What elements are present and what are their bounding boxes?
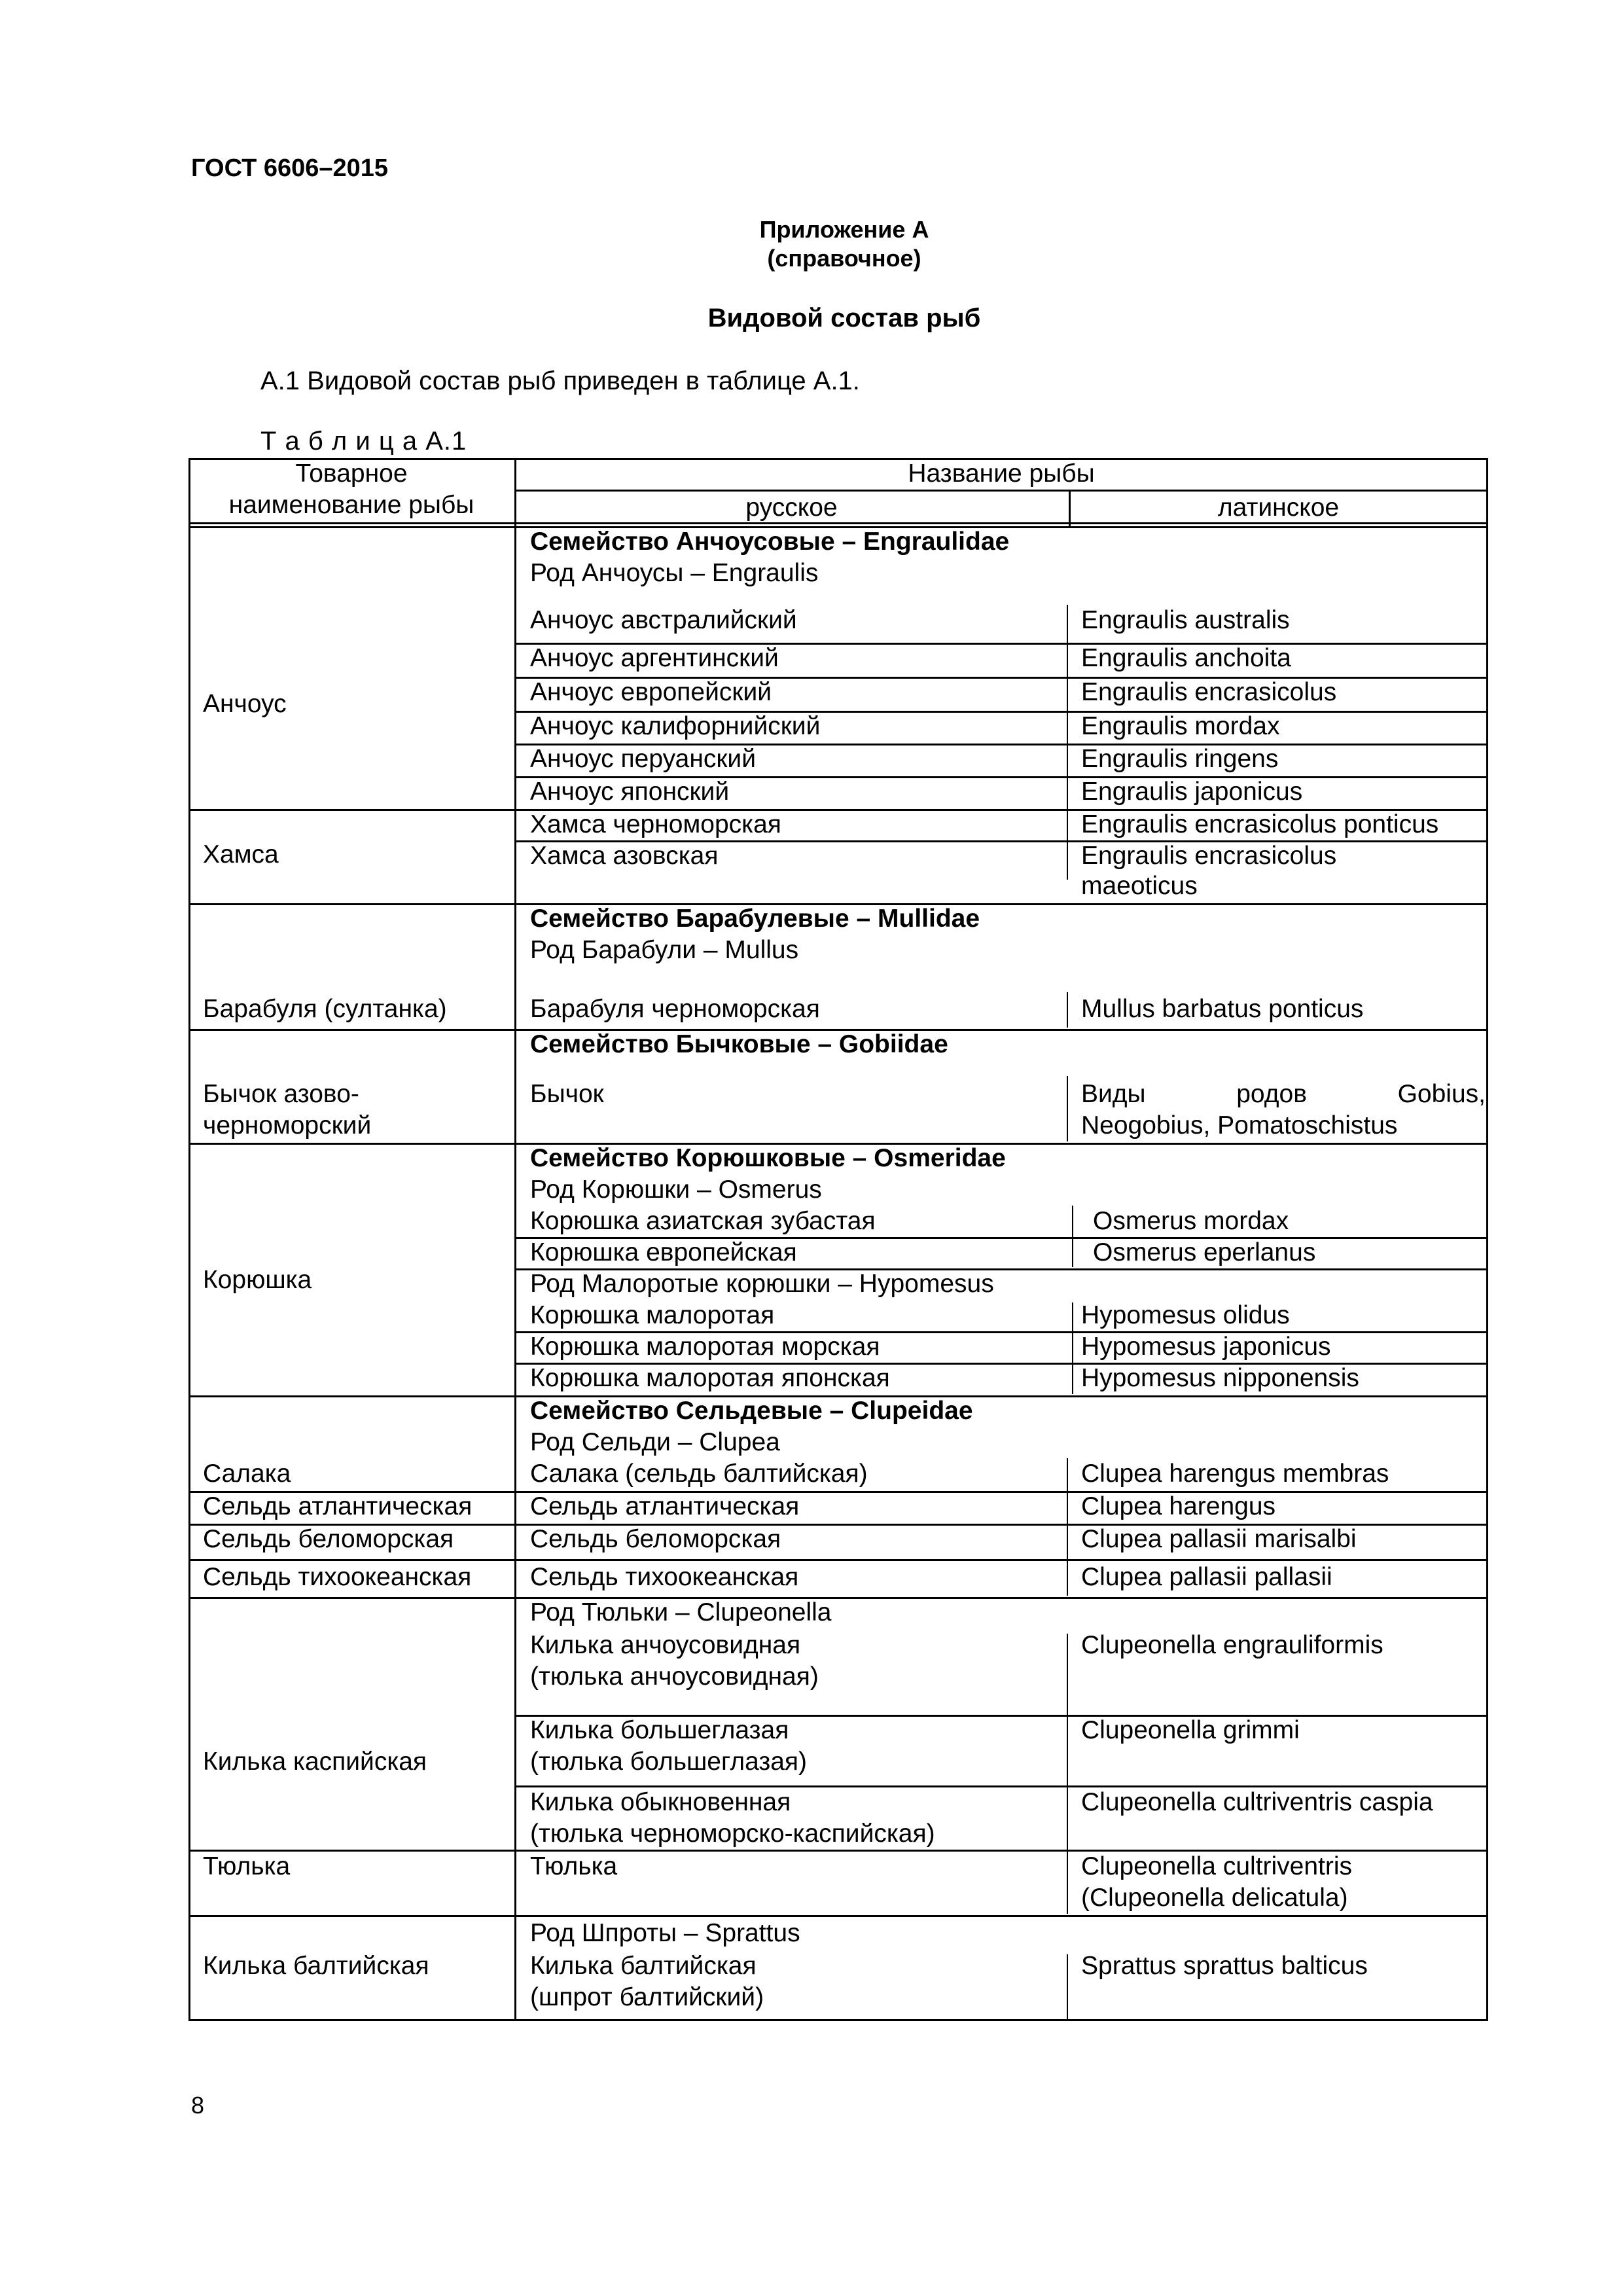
group-line <box>188 1915 1488 1917</box>
species-lat: Clupeonella cultriventris <box>1081 1852 1353 1880</box>
species-lat: Clupea pallasii marisalbi <box>1081 1525 1357 1553</box>
species-ru: Тюлька <box>530 1852 618 1880</box>
species-ru: Бычок <box>530 1080 604 1108</box>
header-latin: латинское <box>1217 493 1340 522</box>
row-divider <box>1067 1458 1068 1596</box>
species-lat: Виды родов Gobius, <box>1081 1080 1486 1108</box>
row-divider <box>1067 605 1068 880</box>
species-ru: (тюлька черноморско-каспийская) <box>530 1820 935 1848</box>
species-lat: Neogobius, Pomatoschistus <box>1081 1111 1398 1139</box>
species-ru: Анчоус японский <box>530 778 730 806</box>
row-divider <box>1067 992 1068 1028</box>
species-ru: Килька большеглазая <box>530 1716 789 1744</box>
species-lat: Hypomesus olidus <box>1081 1301 1290 1329</box>
trade-name: Хамса <box>203 840 279 869</box>
genus-mullus: Род Барабули – Mullus <box>530 936 799 964</box>
species-ru: (шпрот балтийский) <box>530 1983 764 2011</box>
appendix-type: (справочное) <box>767 245 921 272</box>
trade-name: Килька балтийская <box>203 1952 429 1980</box>
species-lat: Clupea harengus <box>1081 1492 1276 1520</box>
header-fish-name: Название рыбы <box>908 459 1095 488</box>
species-lat: Engraulis japonicus <box>1081 778 1303 806</box>
fish-species-table <box>188 458 1488 2020</box>
species-ru: Хамса азовская <box>530 842 719 870</box>
header-russian: русское <box>745 493 838 522</box>
family-gobiidae: Семейство Бычковые – Gobiidae <box>530 1030 948 1058</box>
species-lat: Clupeonella cultriventris caspia <box>1081 1788 1433 1816</box>
trade-name: Бычок азово- <box>203 1080 359 1108</box>
species-ru: Барабуля черноморская <box>530 995 820 1023</box>
species-ru: Корюшка малоротая морская <box>530 1333 880 1361</box>
trade-name: Барабуля (султанка) <box>203 995 447 1023</box>
species-ru: Корюшка малоротая японская <box>530 1364 890 1392</box>
species-ru: Салака (сельдь балтийская) <box>530 1460 868 1488</box>
species-lat: Sprattus sprattus balticus <box>1081 1952 1368 1980</box>
table-border-bottom <box>188 2019 1488 2021</box>
species-ru: Анчоус перуанский <box>530 745 757 773</box>
species-lat: Engraulis mordax <box>1081 712 1280 740</box>
header-subline <box>514 490 1488 492</box>
genus-osmerus: Род Корюшки – Osmerus <box>530 1175 822 1204</box>
row-divider <box>1072 1206 1073 1267</box>
row-divider <box>1067 1076 1068 1141</box>
trade-name: черноморский <box>203 1111 372 1139</box>
trade-name: Сельдь тихоокеанская <box>203 1563 472 1591</box>
species-lat: Clupeonella grimmi <box>1081 1716 1300 1744</box>
header-trade-name-line1: Товарное <box>295 459 408 488</box>
species-ru: (тюлька большеглазая) <box>530 1748 808 1776</box>
species-lat: Hypomesus japonicus <box>1081 1333 1331 1361</box>
group-line <box>188 1597 1488 1599</box>
species-ru: Сельдь тихоокеанская <box>530 1563 799 1591</box>
document-standard-number: ГОСТ 6606–2015 <box>191 154 389 182</box>
trade-name: Сельдь атлантическая <box>203 1492 473 1520</box>
family-osmeridae: Семейство Корюшковые – Osmeridae <box>530 1144 1006 1172</box>
trade-name: Килька каспийская <box>203 1748 427 1776</box>
row-divider <box>1072 1302 1073 1394</box>
header-trade-name-line2: наименование рыбы <box>228 491 474 519</box>
trade-name: Анчоус <box>203 690 287 718</box>
species-ru: Анчоус европейский <box>530 678 772 706</box>
species-ru: Анчоус австралийский <box>530 606 797 634</box>
species-lat: Engraulis anchoita <box>1081 644 1291 672</box>
genus-sprattus: Род Шпроты – Sprattus <box>530 1919 800 1947</box>
family-engraulidae: Семейство Анчоусовые – Engraulidae <box>530 528 1010 556</box>
trade-name: Корюшка <box>203 1266 312 1294</box>
species-ru: Сельдь беломорская <box>530 1525 781 1553</box>
species-lat: Engraulis ringens <box>1081 745 1279 773</box>
table-border-left <box>188 458 190 2020</box>
species-ru: Килька обыкновенная <box>530 1788 791 1816</box>
genus-hypomesus: Род Малоротые корюшки – Hypomesus <box>530 1270 994 1298</box>
row-divider <box>1067 1634 1068 1914</box>
group-line <box>188 1559 1488 1561</box>
species-lat: Clupea harengus membras <box>1081 1460 1389 1488</box>
genus-engraulis: Род Анчоусы – Engraulis <box>530 559 819 587</box>
species-ru: Корюшка европейская <box>530 1238 797 1266</box>
species-ru: Анчоус аргентинский <box>530 644 779 672</box>
family-mullidae: Семейство Барабулевые – Mullidae <box>530 905 980 933</box>
species-lat: Osmerus eperlanus <box>1093 1238 1316 1266</box>
species-ru: Анчоус калифорнийский <box>530 712 821 740</box>
trade-name: Сельдь беломорская <box>203 1525 454 1553</box>
species-ru: Хамса черноморская <box>530 810 781 838</box>
genus-clupeonella: Род Тюльки – Clupeonella <box>530 1598 832 1626</box>
species-lat: Engraulis australis <box>1081 606 1290 634</box>
genus-clupea: Род Сельди – Clupea <box>530 1428 780 1456</box>
section-title: Видовой состав рыб <box>707 304 981 332</box>
species-lat: maeoticus <box>1081 872 1198 900</box>
species-ru: Килька балтийская <box>530 1952 757 1980</box>
trade-name: Салака <box>203 1460 291 1488</box>
species-lat: (Clupeonella delicatula) <box>1081 1884 1348 1912</box>
species-lat: Mullus barbatus ponticus <box>1081 995 1364 1023</box>
species-ru: Корюшка малоротая <box>530 1301 775 1329</box>
table-caption: Т а б л и ц а А.1 <box>260 427 467 456</box>
species-lat: Clupea pallasii pallasii <box>1081 1563 1332 1591</box>
page-number: 8 <box>191 2092 205 2119</box>
intro-paragraph: А.1 Видовой состав рыб приведен в таблице А.1. <box>260 367 860 395</box>
appendix-title: Приложение А <box>759 216 929 243</box>
species-lat: Osmerus mordax <box>1093 1207 1289 1235</box>
species-ru: Корюшка азиатская зубастая <box>530 1207 876 1235</box>
species-lat: Engraulis encrasicolus <box>1081 842 1337 870</box>
species-lat: Engraulis encrasicolus ponticus <box>1081 810 1439 838</box>
species-ru: Килька анчоусовидная <box>530 1631 801 1659</box>
species-lat: Clupeonella engrauliformis <box>1081 1631 1383 1659</box>
species-lat: Engraulis encrasicolus <box>1081 678 1337 706</box>
trade-name: Тюлька <box>203 1852 291 1880</box>
species-ru: Сельдь атлантическая <box>530 1492 800 1520</box>
species-ru: (тюлька анчоусовидная) <box>530 1662 819 1691</box>
family-clupeidae: Семейство Сельдевые – Clupeidae <box>530 1397 973 1425</box>
row-divider <box>1067 1954 1068 2020</box>
species-lat: Hypomesus nipponensis <box>1081 1364 1359 1392</box>
